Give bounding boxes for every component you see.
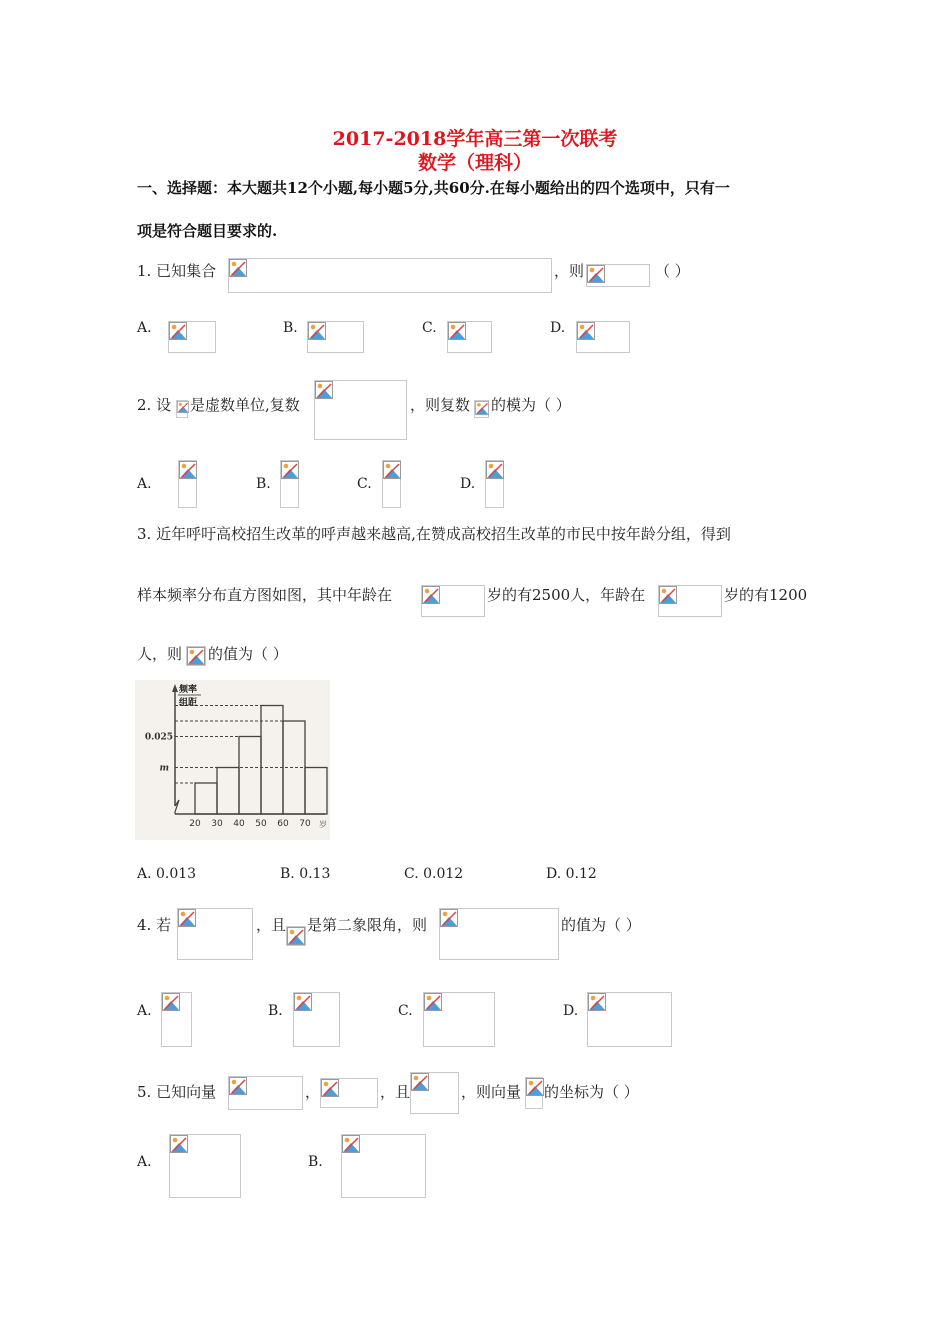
q3-option-a: A. 0.013 [137, 866, 197, 882]
q2-option-c-label: C. [357, 476, 372, 492]
broken-image-icon [229, 259, 247, 277]
q4-text-d: 的值为（ ） [561, 916, 641, 934]
q1-option-b-image [307, 321, 364, 353]
q5-text-a: 5. 已知向量 [137, 1083, 217, 1101]
q4-option-a-image [161, 992, 192, 1047]
q3-option-c: C. 0.012 [404, 866, 464, 882]
broken-image-icon [169, 322, 187, 340]
page-title: 2017-2018学年高三第一次联考 [332, 128, 618, 150]
histogram-y-tick-label: m [159, 763, 169, 774]
q1-option-b-label: B. [283, 320, 298, 336]
histogram-x-tick-label: 30 [211, 819, 223, 829]
q4-text-a: 4. 若 [137, 916, 172, 934]
broken-image-icon [281, 461, 299, 479]
q2-option-a-label: A. [137, 476, 152, 492]
q2-text-a: 2. 设 [137, 396, 172, 414]
q3-line3-a: 人，则 [137, 645, 183, 663]
histogram-x-tick-label: 50 [255, 819, 267, 829]
broken-image-icon [577, 322, 595, 340]
histogram-y-arrow [172, 684, 178, 692]
histogram-y-tick-label: 0.025 [144, 732, 173, 743]
q4-expression-image [439, 908, 559, 960]
broken-image-icon [587, 265, 605, 283]
broken-image-icon [187, 647, 205, 665]
q5-option-b-label: B. [308, 1154, 323, 1170]
q5-option-b-image [341, 1134, 426, 1198]
broken-image-icon [321, 1079, 339, 1097]
q3-m-image [186, 646, 206, 666]
broken-image-icon [448, 322, 466, 340]
q3-line2-b: 岁的有2500人，年龄在 [487, 586, 646, 604]
q1-text-b: ，则 [554, 262, 585, 280]
q3-age-range1-image [421, 585, 485, 617]
q5-text-e: 的坐标为（ ） [544, 1083, 639, 1101]
broken-image-icon [383, 461, 401, 479]
q5-text-b: ， [305, 1083, 321, 1101]
section-heading-line2: 项是符合题目要求的. [137, 222, 278, 240]
q2-option-b-label: B. [256, 476, 271, 492]
q2-text-b: 是虚数单位,复数 [190, 396, 300, 414]
q1-text-a: 1. 已知集合 [137, 262, 217, 280]
q4-text-c: 是第二象限角，则 [307, 916, 428, 934]
q5-text-d: ，则向量 [461, 1083, 522, 1101]
q2-complex-formula-image [314, 380, 407, 440]
histogram-bar [305, 768, 327, 815]
q3-option-d: D. 0.12 [546, 866, 597, 882]
histogram-y-label-top: 频率 [179, 685, 198, 695]
broken-image-icon [179, 461, 197, 479]
q4-option-b-image [293, 992, 340, 1047]
broken-image-icon [659, 586, 677, 604]
q4-option-c-image [423, 992, 495, 1047]
q5-vector-a-image [228, 1076, 303, 1110]
histogram-x-tick-label: 60 [277, 819, 289, 829]
broken-image-icon [588, 993, 606, 1011]
q2-option-c-image [382, 460, 401, 508]
broken-image-icon [287, 927, 305, 945]
histogram-y-label-bottom: 组距 [179, 698, 198, 708]
histogram-x-axis-label: 岁 [319, 820, 327, 829]
page-subtitle: 数学（理科） [417, 152, 532, 174]
q4-option-d-label: D. [563, 1003, 579, 1019]
q2-unit-image [176, 400, 188, 418]
q4-condition-image [177, 908, 253, 960]
q1-expression-image [586, 264, 650, 287]
q1-text-c: （ ） [655, 262, 690, 280]
q1-option-d-image [576, 321, 630, 353]
frequency-histogram [135, 680, 330, 840]
q4-option-c-label: C. [398, 1003, 413, 1019]
q2-option-b-image [280, 460, 299, 508]
histogram-bar [239, 737, 261, 815]
q3-line2-c: 岁的有1200 [724, 586, 808, 604]
broken-image-icon [178, 909, 196, 927]
q1-option-a-image [168, 321, 216, 353]
broken-image-icon [475, 401, 489, 415]
histogram-x-tick-label: 40 [233, 819, 245, 829]
q1-option-a-label: A. [137, 320, 152, 336]
q4-option-a-label: A. [137, 1003, 152, 1019]
q2-option-d-label: D. [460, 476, 476, 492]
broken-image-icon [526, 1078, 544, 1096]
q3-age-range2-image [658, 585, 722, 617]
q2-option-d-image [485, 460, 504, 508]
broken-image-icon [315, 381, 333, 399]
q3-line3-b: 的值为（ ） [208, 645, 288, 663]
q4-text-b: ，且 [256, 916, 287, 934]
broken-image-icon [424, 993, 442, 1011]
q5-vector-c-image [525, 1077, 543, 1109]
q4-option-b-label: B. [268, 1003, 283, 1019]
broken-image-icon [422, 586, 440, 604]
q1-option-d-label: D. [550, 320, 566, 336]
broken-image-icon [486, 461, 504, 479]
broken-image-icon [170, 1135, 188, 1153]
histogram-svg [135, 680, 330, 840]
q5-condition-image [410, 1072, 459, 1114]
q5-option-a-label: A. [137, 1154, 152, 1170]
broken-image-icon [162, 993, 180, 1011]
q3-line2-a: 样本频率分布直方图如图，其中年龄在 [137, 586, 393, 604]
broken-image-icon [342, 1135, 360, 1153]
histogram-bar [261, 706, 283, 815]
broken-image-icon [440, 909, 458, 927]
q2-option-a-image [178, 460, 197, 508]
q5-option-a-image [169, 1134, 241, 1198]
broken-image-icon [411, 1073, 429, 1091]
q4-option-d-image [587, 992, 672, 1047]
q1-option-c-label: C. [422, 320, 437, 336]
q2-text-c: ，则复数 [410, 396, 471, 414]
q3-option-b: B. 0.13 [280, 866, 331, 882]
histogram-bar [195, 783, 217, 814]
q1-option-c-image [447, 321, 492, 353]
q4-alpha-image [286, 926, 306, 946]
broken-image-icon [177, 401, 189, 413]
histogram-bar [217, 768, 239, 815]
q5-vector-b-image [320, 1078, 378, 1108]
section-heading-line1: 一、选择题：本大题共12个小题,每小题5分,共60分.在每小题给出的四个选项中，只有一 [137, 179, 730, 197]
q2-z-image [474, 400, 489, 418]
q3-line1: 3. 近年呼吁高校招生改革的呼声越来越高,在赞成高校招生改革的市民中按年龄分组，得到 [137, 525, 731, 543]
histogram-x-tick-label: 20 [189, 819, 201, 829]
broken-image-icon [308, 322, 326, 340]
histogram-x-tick-label: 70 [299, 819, 311, 829]
broken-image-icon [229, 1077, 247, 1095]
broken-image-icon [294, 993, 312, 1011]
q1-set-formula-image [228, 258, 552, 293]
q2-text-d: 的模为（ ） [491, 396, 571, 414]
q5-text-c: ，且 [380, 1083, 411, 1101]
